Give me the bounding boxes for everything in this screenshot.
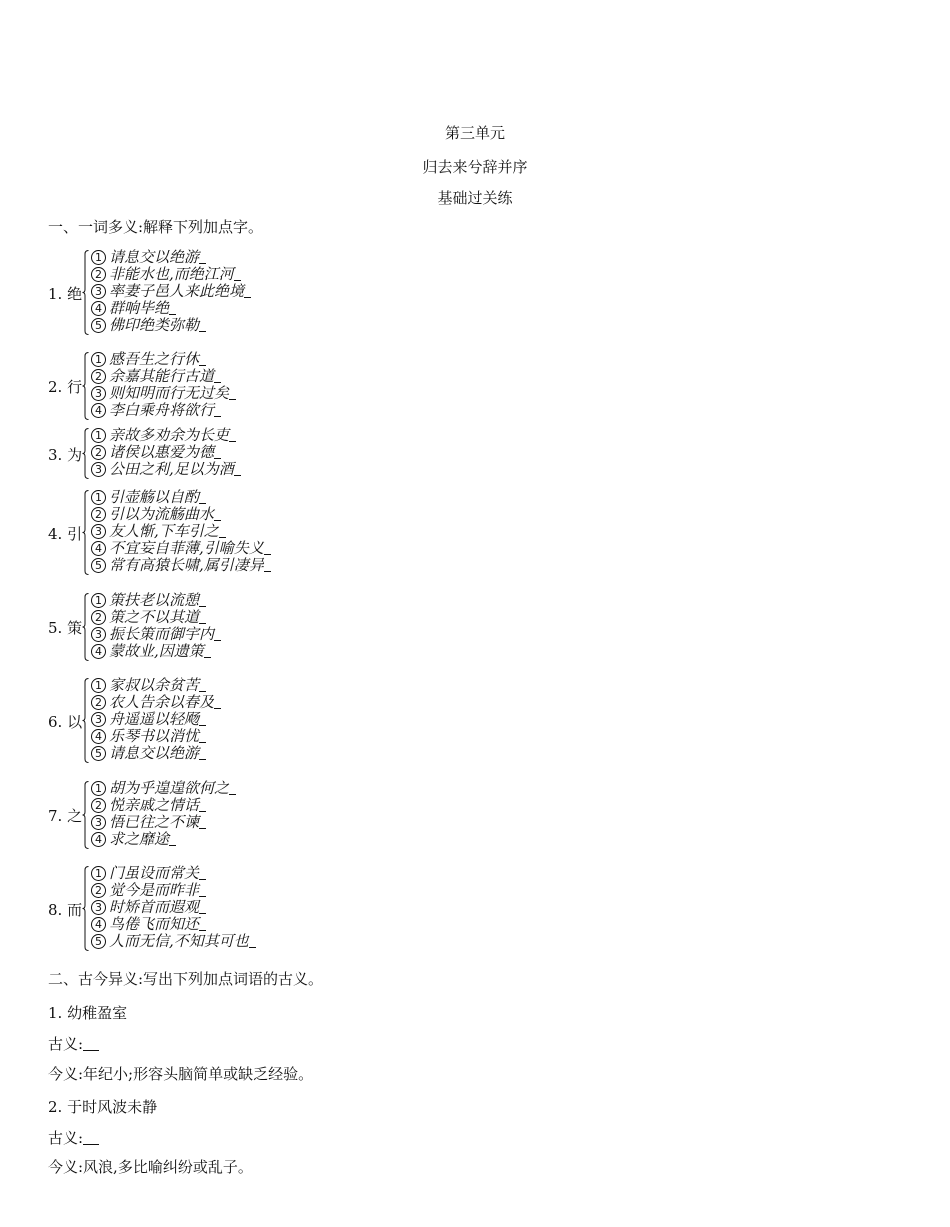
part2-heading: 二、古今异义:写出下列加点词语的古义。	[48, 970, 324, 988]
brace-icon	[82, 593, 89, 661]
polysemy-item	[91, 283, 251, 300]
q2-ancient	[48, 1127, 99, 1148]
polysemy-item	[91, 427, 236, 444]
item-number: 2	[91, 369, 106, 384]
item-text: 诸侯以惠爱为德	[109, 443, 215, 461]
item-number: 1	[91, 593, 106, 608]
item-number: 3	[91, 712, 106, 727]
item-number: 4	[91, 832, 106, 847]
item-text: 策之不以其道	[109, 608, 200, 626]
item-text: 群响毕绝	[109, 299, 170, 317]
item-text: 率妻子邑人来此绝境	[109, 282, 245, 300]
item-number: 4	[91, 541, 106, 556]
answer-blank[interactable]	[249, 935, 256, 948]
answer-blank[interactable]	[214, 446, 221, 459]
item-text: 振长策而御宇内	[109, 625, 215, 643]
item-text: 佛印绝类弥勒	[109, 316, 200, 334]
item-text: 请息交以绝游	[109, 248, 200, 266]
group-label: 7. 之	[48, 807, 83, 825]
item-number: 2	[91, 695, 106, 710]
polysemy-item	[91, 461, 241, 478]
answer-blank[interactable]	[199, 799, 206, 812]
item-number: 1	[91, 866, 106, 881]
polysemy-item	[91, 745, 206, 762]
item-number: 4	[91, 301, 106, 316]
answer-blank[interactable]	[199, 730, 206, 743]
item-text: 则知明而行无过矣	[109, 384, 230, 402]
answer-blank[interactable]	[229, 782, 236, 795]
q1-title: 1. 幼稚盈室	[48, 1004, 128, 1022]
polysemy-item	[91, 728, 206, 745]
q1-modern: 今义:年纪小;形容头脑简单或缺乏经验。	[48, 1065, 314, 1083]
answer-blank[interactable]	[199, 251, 206, 264]
q1-answer-blank[interactable]	[83, 1038, 99, 1051]
answer-blank[interactable]	[169, 833, 176, 846]
item-text: 悟已往之不谏	[109, 813, 200, 831]
q2-title: 2. 于时风波未静	[48, 1098, 158, 1116]
polysemy-item	[91, 249, 206, 266]
answer-blank[interactable]	[199, 611, 206, 624]
answer-blank[interactable]	[244, 285, 251, 298]
item-number: 2	[91, 610, 106, 625]
item-number: 2	[91, 883, 106, 898]
item-number: 3	[91, 900, 106, 915]
item-number: 5	[91, 934, 106, 949]
answer-blank[interactable]	[264, 542, 271, 555]
group-label: 3. 为	[48, 445, 83, 464]
item-number: 2	[91, 445, 106, 460]
item-text: 求之靡途	[109, 830, 170, 848]
item-number: 3	[91, 284, 106, 299]
polysemy-item	[91, 489, 206, 506]
item-number: 1	[91, 250, 106, 265]
group-label: 5. 策	[48, 619, 83, 637]
answer-blank[interactable]	[204, 645, 211, 658]
item-text: 悦亲戚之情话	[109, 796, 200, 814]
polysemy-item	[91, 694, 221, 711]
answer-blank[interactable]	[214, 370, 221, 383]
item-text: 农人告余以春及	[109, 693, 215, 711]
answer-blank[interactable]	[229, 429, 236, 442]
polysemy-item	[91, 351, 206, 368]
answer-blank[interactable]	[214, 508, 221, 521]
item-number: 4	[91, 644, 106, 659]
polysemy-item	[91, 933, 256, 950]
item-number: 3	[91, 627, 106, 642]
answer-blank[interactable]	[199, 491, 206, 504]
item-text: 舟遥遥以轻飏	[109, 710, 200, 728]
item-text: 请息交以绝游	[109, 744, 200, 762]
item-number: 4	[91, 729, 106, 744]
item-number: 1	[91, 490, 106, 505]
polysemy-item	[91, 506, 221, 523]
answer-blank[interactable]	[214, 404, 221, 417]
item-text: 引壶觞以自酌	[109, 488, 200, 506]
item-text: 感吾生之行休	[109, 350, 200, 368]
item-number: 5	[91, 318, 106, 333]
answer-blank[interactable]	[199, 747, 206, 760]
polysemy-item	[91, 814, 206, 831]
item-text: 胡为乎遑遑欲何之	[109, 779, 230, 797]
polysemy-item	[91, 523, 226, 540]
answer-blank[interactable]	[219, 525, 226, 538]
item-number: 3	[91, 462, 106, 477]
item-text: 家叔以余贫苦	[109, 676, 200, 694]
item-text: 余嘉其能行古道	[109, 367, 215, 385]
item-number: 4	[91, 917, 106, 932]
item-number: 2	[91, 267, 106, 282]
answer-blank[interactable]	[264, 559, 271, 572]
answer-blank[interactable]	[199, 713, 206, 726]
polysemy-item	[91, 300, 176, 317]
item-number: 3	[91, 815, 106, 830]
polysemy-item	[91, 540, 271, 557]
brace-icon	[82, 781, 89, 849]
answer-blank[interactable]	[199, 884, 206, 897]
brace-icon	[82, 352, 89, 420]
polysemy-item	[91, 609, 206, 626]
brace-icon	[82, 490, 89, 575]
item-text: 蒙故业,因遗策	[109, 642, 204, 660]
item-text: 乐琴书以消忧	[109, 727, 200, 745]
item-number: 3	[91, 386, 106, 401]
polysemy-item	[91, 711, 206, 728]
item-number: 5	[91, 558, 106, 573]
item-text: 常有高猿长啸,属引凄异	[109, 556, 264, 574]
polysemy-item	[91, 317, 206, 334]
answer-blank[interactable]	[199, 319, 206, 332]
polysemy-item	[91, 677, 206, 694]
polysemy-item	[91, 444, 221, 461]
polysemy-item	[91, 402, 221, 419]
answer-blank[interactable]	[214, 696, 221, 709]
q1-ancient	[48, 1033, 99, 1054]
answer-blank[interactable]	[229, 387, 236, 400]
polysemy-item	[91, 831, 176, 848]
item-text: 时矫首而遐观	[109, 898, 200, 916]
part1-heading: 一、一词多义:解释下列加点字。	[48, 218, 264, 236]
polysemy-item	[91, 916, 206, 933]
item-number: 4	[91, 403, 106, 418]
polysemy-item	[91, 266, 241, 283]
q1-ancient-label: 古义:	[48, 1035, 84, 1053]
polysemy-item	[91, 626, 221, 643]
item-number: 1	[91, 352, 106, 367]
group-label: 2. 行	[48, 378, 83, 396]
polysemy-item	[91, 865, 206, 882]
polysemy-item	[91, 368, 221, 385]
answer-blank[interactable]	[199, 867, 206, 880]
lesson-title: 归去来兮辞并序	[422, 158, 528, 176]
item-text: 引以为流觞曲水	[109, 505, 215, 523]
answer-blank[interactable]	[199, 901, 206, 914]
answer-blank[interactable]	[234, 463, 241, 476]
unit-title: 第三单元	[444, 124, 505, 142]
item-text: 门虽设而常关	[109, 864, 200, 882]
answer-blank[interactable]	[199, 679, 206, 692]
polysemy-item	[91, 643, 211, 660]
q2-modern: 今义:风浪,多比喻纠纷或乱子。	[48, 1158, 253, 1176]
item-number: 2	[91, 798, 106, 813]
brace-icon	[82, 428, 89, 479]
polysemy-item	[91, 557, 271, 574]
answer-blank[interactable]	[169, 302, 176, 315]
item-text: 非能水也,而绝江河	[109, 265, 234, 283]
item-number: 2	[91, 507, 106, 522]
answer-blank[interactable]	[234, 268, 241, 281]
group-label: 1. 绝	[48, 284, 83, 303]
brace-icon	[82, 250, 89, 335]
item-text: 鸟倦飞而知还	[109, 915, 200, 933]
item-number: 1	[91, 781, 106, 796]
section-title: 基础过关练	[437, 189, 513, 207]
group-label: 8. 而	[48, 900, 83, 919]
item-text: 李白乘舟将欲行	[109, 401, 215, 419]
item-text: 公田之利,足以为酒	[109, 460, 234, 478]
item-text: 觉今是而昨非	[109, 881, 200, 899]
polysemy-item	[91, 882, 206, 899]
polysemy-item	[91, 899, 206, 916]
q2-ancient-label: 古义:	[48, 1129, 84, 1147]
polysemy-item	[91, 385, 236, 402]
brace-icon	[82, 866, 89, 951]
q2-answer-blank[interactable]	[83, 1132, 99, 1145]
group-label: 6. 以	[48, 712, 83, 731]
item-number: 1	[91, 428, 106, 443]
item-number: 5	[91, 746, 106, 761]
item-text: 不宜妄自菲薄,引喻失义	[109, 539, 264, 557]
item-text: 友人惭,下车引之	[109, 522, 219, 540]
answer-blank[interactable]	[199, 594, 206, 607]
answer-blank[interactable]	[214, 628, 221, 641]
polysemy-item	[91, 592, 206, 609]
group-label: 4. 引	[48, 524, 83, 543]
item-number: 3	[91, 524, 106, 539]
polysemy-item	[91, 780, 236, 797]
answer-blank[interactable]	[199, 353, 206, 366]
polysemy-item	[91, 797, 206, 814]
item-text: 策扶老以流憩	[109, 591, 200, 609]
item-number: 1	[91, 678, 106, 693]
item-text: 人而无信,不知其可也	[109, 932, 249, 950]
answer-blank[interactable]	[199, 918, 206, 931]
answer-blank[interactable]	[199, 816, 206, 829]
brace-icon	[82, 678, 89, 763]
item-text: 亲故多劝余为长吏	[109, 426, 230, 444]
